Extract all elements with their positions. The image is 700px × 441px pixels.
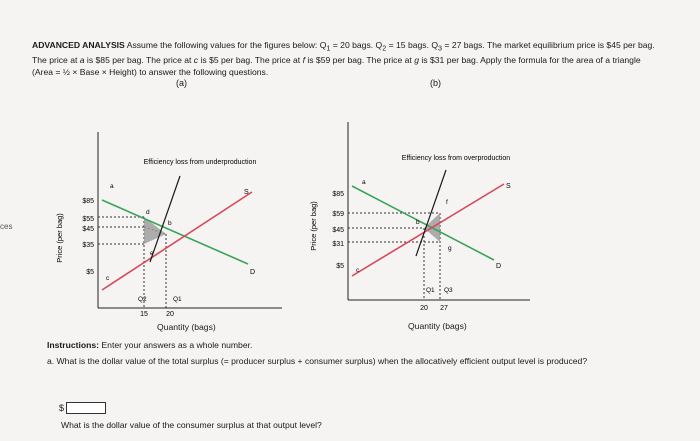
point-label: d bbox=[146, 209, 150, 216]
curve-label-d: D bbox=[250, 269, 256, 276]
answer-row-a bbox=[59, 402, 106, 414]
qty-tick: 20 bbox=[166, 311, 174, 318]
chart-title-b: Efficiency loss from overproduction bbox=[401, 155, 511, 162]
point-label: b bbox=[168, 220, 172, 227]
prompt-heading: ADVANCED ANALYSIS bbox=[32, 40, 125, 50]
side-tab-label: ces bbox=[0, 222, 13, 231]
q-label: Q3 bbox=[444, 287, 453, 294]
price-tick: $59 bbox=[332, 211, 344, 218]
xlabel-b: Quantity (bags) bbox=[408, 321, 467, 331]
panel-label-b: (b) bbox=[430, 78, 441, 88]
curve-label-d: D bbox=[496, 263, 502, 270]
demand-curve-b bbox=[352, 186, 494, 260]
curve-label-s: S bbox=[506, 183, 511, 190]
prompt-var: c bbox=[193, 55, 199, 66]
prompt-sub: 2 bbox=[382, 44, 387, 53]
curve-label-s: S bbox=[244, 189, 249, 196]
price-tick: $85 bbox=[82, 198, 94, 205]
problem-statement bbox=[32, 40, 662, 79]
point-label: g bbox=[448, 245, 452, 252]
prompt-sub: 1 bbox=[326, 44, 331, 53]
prompt-text: is $31 per bag. Apply the formula for the area of a triangle (Area = ½ × Base × Height) to answer the following questions. bbox=[32, 55, 641, 77]
prompt-var: a bbox=[79, 55, 85, 66]
point-label: c bbox=[106, 275, 110, 282]
qty-tick: 15 bbox=[140, 311, 148, 318]
qty-tick: 27 bbox=[440, 305, 448, 312]
question-b: What is the dollar value of the consumer surplus at that output level? bbox=[61, 420, 322, 430]
price-tick: $55 bbox=[82, 216, 94, 223]
instructions bbox=[47, 340, 252, 350]
qty-tick: 20 bbox=[420, 305, 428, 312]
q-label: Q2 bbox=[138, 296, 147, 303]
point-label: f bbox=[446, 199, 448, 206]
currency-prefix: $ bbox=[59, 403, 65, 413]
panel-label-a: (a) bbox=[176, 78, 187, 88]
price-tick: $31 bbox=[332, 241, 344, 248]
prompt-text: = 20 bags. Q bbox=[330, 40, 383, 50]
point-label: a bbox=[110, 183, 114, 190]
q-label: Q1 bbox=[426, 287, 435, 294]
xlabel-a: Quantity (bags) bbox=[157, 322, 216, 332]
chart-overproduction bbox=[304, 116, 544, 330]
answer-input-a[interactable] bbox=[66, 402, 106, 414]
prompt-text: is $85 per bag. The price at bbox=[84, 55, 194, 66]
price-tick: $35 bbox=[82, 242, 94, 249]
question-a: a. What is the dollar value of the total surplus (= producer surplus + consumer surplus) when the allocatively efficient output level is produced? bbox=[47, 356, 588, 366]
ylabel-b: Price (per bag) bbox=[309, 201, 318, 251]
price-tick: $85 bbox=[332, 191, 344, 198]
prompt-text: is $59 per bag. The price at bbox=[304, 55, 415, 66]
prompt-var: f bbox=[302, 55, 305, 66]
prompt-text: = 27 bags. The market equilibrium price is $45 per bag. The price at bbox=[32, 40, 655, 66]
point-label: e bbox=[150, 250, 154, 257]
chart-title-a: Efficiency loss from underproduction bbox=[143, 159, 257, 166]
price-tick: $45 bbox=[332, 227, 344, 234]
q-label: Q1 bbox=[173, 296, 182, 303]
price-tick: $45 bbox=[82, 226, 94, 233]
point-label: a bbox=[362, 179, 366, 186]
prompt-text: = 15 bags. Q bbox=[386, 40, 439, 50]
point-label: b bbox=[416, 219, 420, 226]
point-label: c bbox=[356, 267, 360, 274]
supply-curve-a bbox=[102, 192, 252, 290]
ylabel-a: Price (per bag) bbox=[55, 213, 64, 263]
instructions-label: Instructions: bbox=[47, 340, 100, 350]
prompt-sub: 3 bbox=[438, 44, 443, 53]
price-tick: $5 bbox=[336, 263, 344, 270]
prompt-var: g bbox=[414, 55, 419, 66]
deadweight-triangle-a bbox=[144, 217, 166, 244]
chart-underproduction bbox=[52, 118, 292, 340]
prompt-text: Assume the following values for the figures below: Q bbox=[124, 40, 327, 50]
instructions-text: Enter your answers as a whole number. bbox=[99, 340, 253, 350]
price-tick: $5 bbox=[86, 269, 94, 276]
prompt-text: is $5 per bag. The price at bbox=[198, 55, 303, 66]
